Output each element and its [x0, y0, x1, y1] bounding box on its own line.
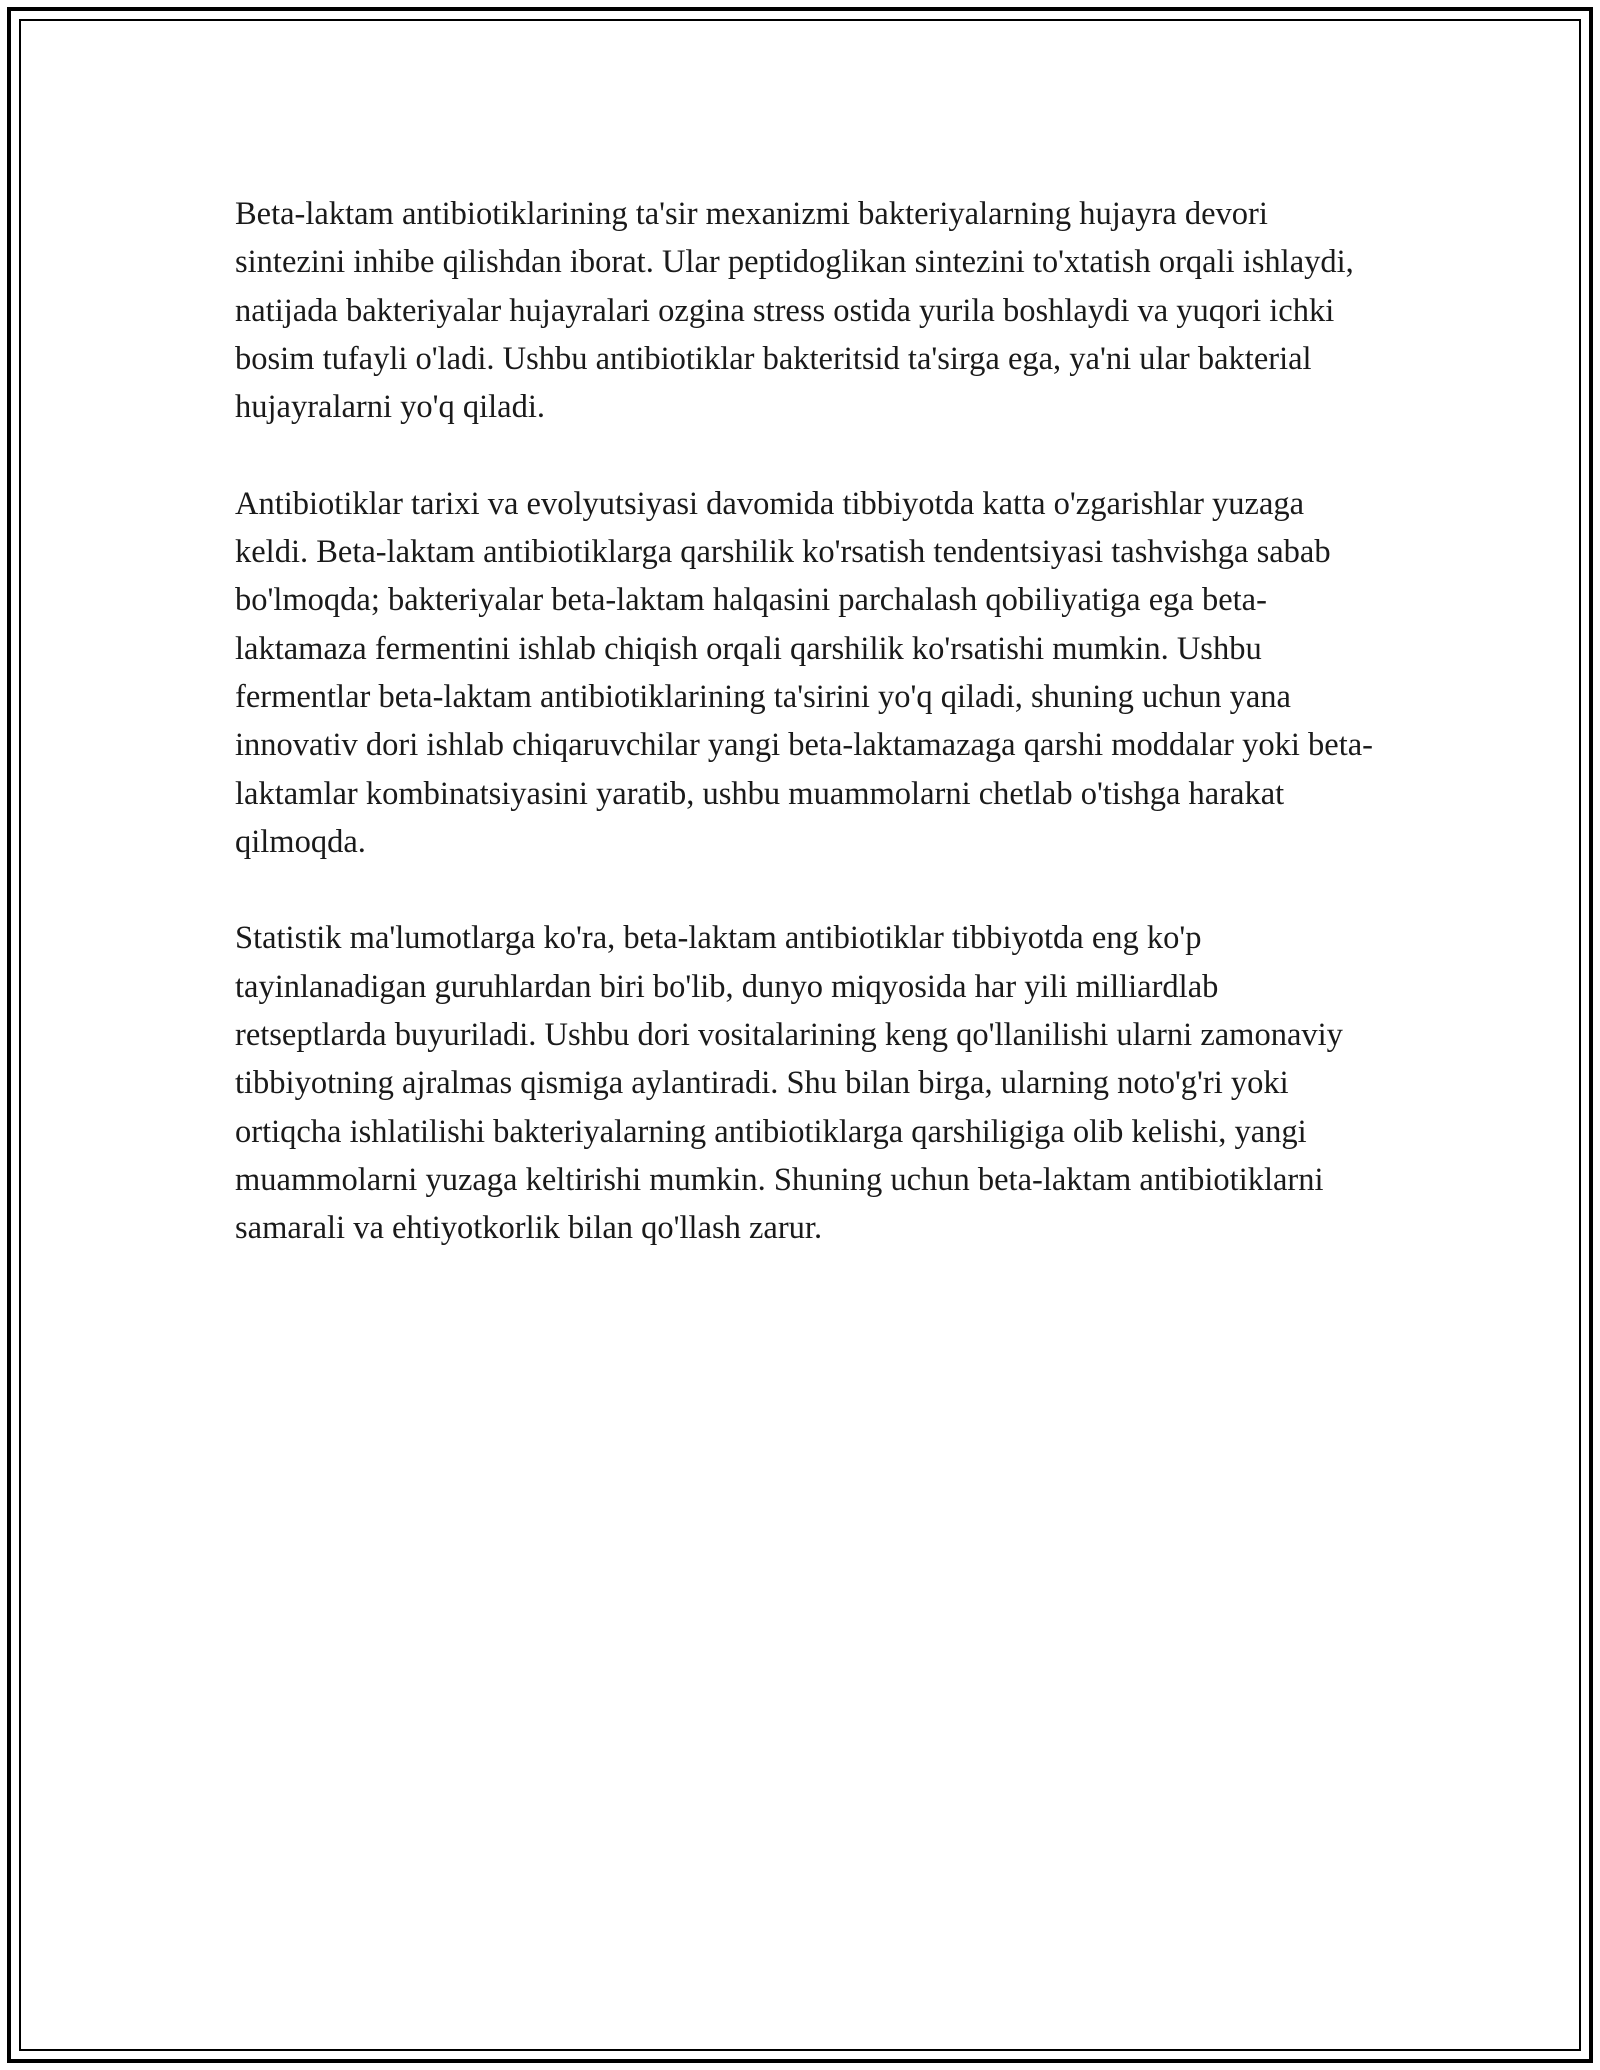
document-body: [235, 190, 1375, 1301]
paragraph-statistics: Statistik ma'lumotlarga ko'ra, beta-laktam antibiotiklar tibbiyotda eng ko'p tayinlanadigan guruhlardan biri bo'lib, dunyo miqyosida har yili milliardlab retseptlarda buyuriladi. Ushbu dori vositalarining keng qo'llanilishi ularni zamonaviy tibbiyotning ajralmas qismiga aylantiradi. Shu bilan birga, ularning noto'g'ri yoki ortiqcha ishlatilishi bakteriyalarning antibiotiklarga qarshiligiga olib kelishi, yangi muammolarni yuzaga keltirishi mumkin. Shuning uchun beta-laktam antibiotiklarni samarali va ehtiyotkorlik bilan qo'llash zarur.: [235, 920, 1343, 1247]
paragraph-history-resistance: Antibiotiklar tarixi va evolyutsiyasi davomida tibbiyotda katta o'zgarishlar yuzaga keldi. Beta-laktam antibiotiklarga qarshilik ko'rsatish tendentsiyasi tashvishga sabab bo'lmoqda; bakteriyalar beta-laktam halqasini parchalash qobiliyatiga ega beta-laktamaza fermentini ishlab chiqish orqali qarshilik ko'rsatishi mumkin. Ushbu fermentlar beta-laktam antibiotiklarining ta'sirini yo'q qiladi, shuning uchun yana innovativ dori ishlab chiqaruvchilar yangi beta-laktamazaga qarshi moddalar yoki beta-laktamlar kombinatsiyasini yaratib, ushbu muammolarni chetlab o'tishga harakat qilmoqda.: [235, 485, 1373, 860]
paragraph-mechanism: Beta-laktam antibiotiklarining ta'sir mexanizmi bakteriyalarning hujayra devori sintezini inhibe qilishdan iborat. Ular peptidoglikan sintezini to'xtatish orqali ishlaydi, natijada bakteriyalar hujayralari ozgina stress ostida yurila boshlaydi va yuqori ichki bosim tufayli o'ladi. Ushbu antibiotiklar bakteritsid ta'sirga ega, ya'ni ular bakterial hujayralarni yo'q qiladi.: [235, 196, 1354, 426]
